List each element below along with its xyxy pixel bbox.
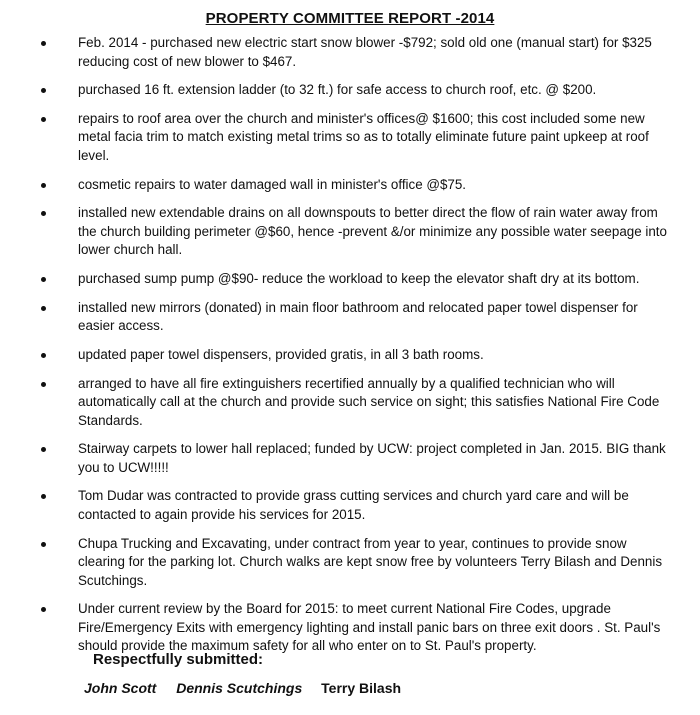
list-item-text: arranged to have all fire extinguishers recertified annually by a qualified technician who will automatically call at the church and provide such service on sight; this satisfies National Fire Code Standards. [78, 375, 660, 428]
list-item-text: Feb. 2014 - purchased new electric start snow blower -$792; sold old one (manual start) for $325 reducing cost of new blower to $467. [78, 35, 652, 69]
list-item [0, 270, 700, 289]
list-item [0, 81, 700, 100]
list-item [0, 34, 700, 71]
list-item [0, 600, 700, 656]
list-item [0, 375, 700, 431]
list-item [0, 535, 700, 591]
list-item-text: cosmetic repairs to water damaged wall in minister's office @$75. [78, 176, 467, 192]
list-item-text: Tom Dudar was contracted to provide grass cutting services and church yard care and will be contacted to again provide his services for 2015. [78, 488, 629, 522]
list-item-text: repairs to roof area over the church and minister's offices@ $1600; this cost included some new metal facia trim to match existing metal trims so as to totally eliminate future paint upkeep at roof level. [78, 110, 649, 163]
bullet-icon [41, 494, 46, 499]
signature-dennis-scutchings: Dennis Scutchings [176, 680, 303, 696]
bullet-icon [41, 41, 46, 46]
report-title: PROPERTY COMMITTEE REPORT -2014 [205, 10, 495, 27]
bullet-icon [41, 211, 46, 216]
bullet-icon [41, 117, 46, 122]
list-item [0, 110, 700, 166]
list-item [0, 204, 700, 260]
list-item [0, 299, 700, 336]
bullet-icon [41, 183, 46, 188]
signature-block [84, 680, 401, 696]
signature-john-scott: John Scott [84, 680, 157, 696]
list-item-text: Stairway carpets to lower hall replaced; funded by UCW: project completed in Jan. 2015. BIG thank you to UCW!!!!! [78, 441, 666, 475]
list-item-text: purchased sump pump @$90- reduce the workload to keep the elevator shaft dry at its bottom. [78, 270, 640, 286]
bullet-icon [41, 607, 46, 612]
bullet-icon [41, 542, 46, 547]
list-item [0, 440, 700, 477]
list-item [0, 176, 700, 195]
closing-line: Respectfully submitted: [93, 651, 264, 668]
list-item-text: Under current review by the Board for 2015: to meet current National Fire Codes, upgrade Fire/Emergency Exits with emergency lighting and install panic bars on three exit doors . St. Paul's should provide the maximum safety for all who enter on to St. Paul's property. [78, 601, 661, 654]
bullet-icon [41, 88, 46, 93]
list-item-text: Chupa Trucking and Excavating, under contract from year to year, continues to provide snow clearing for the parking lot. Church walks are kept snow free by volunteers Terry Bilash and Dennis Scutchings. [78, 535, 663, 588]
signature-terry-bilash: Terry Bilash [321, 680, 402, 696]
list-item [0, 487, 700, 524]
bullet-icon [41, 382, 46, 387]
bullet-icon [41, 306, 46, 311]
list-item-text: installed new extendable drains on all downspouts to better direct the flow of rain water away from the church building perimeter @$60, hence -prevent &/or minimize any possible water seepage into lower church hall. [78, 205, 667, 258]
list-item-text: updated paper towel dispensers, provided gratis, in all 3 bath rooms. [78, 346, 484, 362]
report-items-list [0, 34, 700, 666]
bullet-icon [41, 277, 46, 282]
list-item-text: installed new mirrors (donated) in main floor bathroom and relocated paper towel dispenser for easier access. [78, 299, 638, 334]
bullet-icon [41, 447, 46, 452]
list-item [0, 346, 700, 365]
list-item-text: purchased 16 ft. extension ladder (to 32 ft.) for safe access to church roof, etc. @ $200. [78, 82, 597, 98]
bullet-icon [41, 353, 46, 358]
